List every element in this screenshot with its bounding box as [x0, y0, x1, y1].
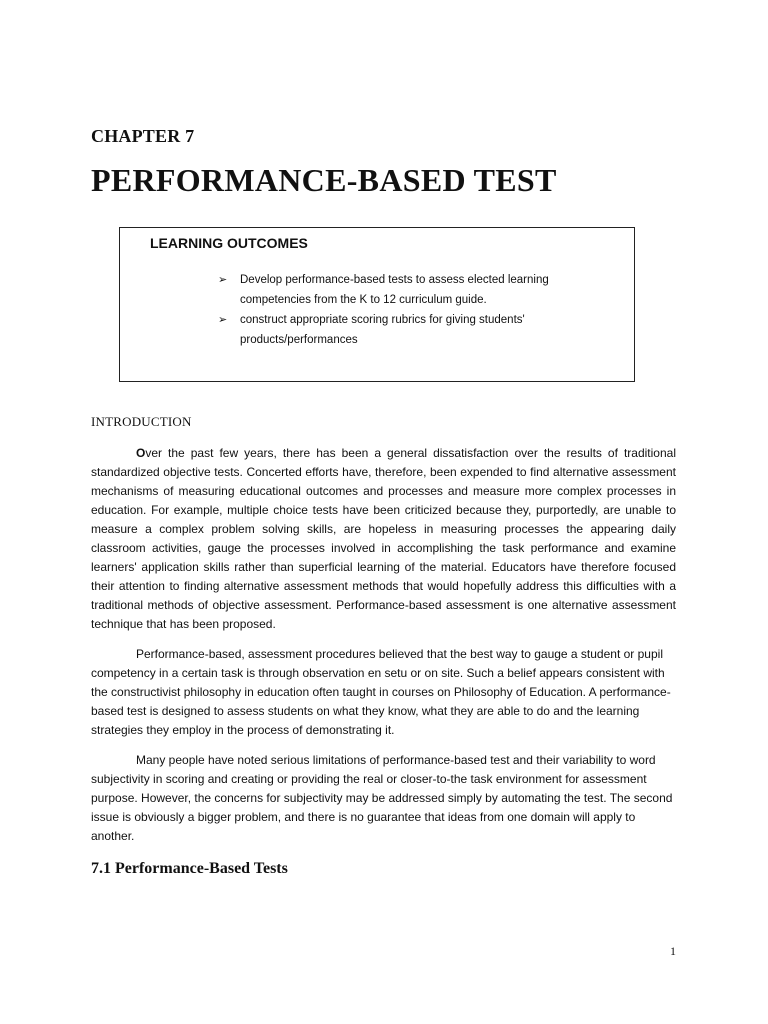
introduction-heading: INTRODUCTION	[91, 414, 192, 429]
learning-outcome-text: Develop performance-based tests to assess elected learning competencies from the K to 12 curriculum guide.	[240, 274, 549, 306]
learning-outcomes-list	[216, 270, 596, 350]
paragraph-body: ver the past few years, there has been a general dissatisfaction over the results of traditional standardized objective tests. Concerted efforts have, therefore, been expended to find alternative assessment mechanisms of measuring educational outcomes and processes and measure more complex processes in education. For example, multiple choice tests have been criticized because they, purportedly, are unable to measure a complex problem solving skills, are hopeless in measuring processes the appearing daily classroom activities, gauge the processes involved in accomplishing the task performance and examine learners' application skills rather than superficial learning of the material. Educators have therefore focused their attention to finding alternative assessment methods that would hopefully address this difficulties with a traditional methods of objective assessment. Performance-based assessment is one alternative assessment technique that has been proposed.	[91, 446, 676, 631]
paragraph-initial-letter: O	[136, 446, 146, 460]
learning-outcome-item	[216, 310, 596, 350]
arrow-bullet-icon: ➢	[218, 314, 228, 326]
chapter-label: CHAPTER 7	[91, 126, 195, 146]
learning-outcomes-heading: LEARNING OUTCOMES	[150, 235, 308, 251]
learning-outcome-text: construct appropriate scoring rubrics for giving students' products/performances	[240, 314, 525, 346]
introduction-paragraph-3: Many people have noted serious limitations of performance-based test and their variability to word subjectivity in scoring and creating or providing the real or closer-to-the task environment for assessment purpose. However, the concerns for subjectivity may be addressed simply by automating the test. The second issue is obviously a bigger problem, and there is no guarantee that ideas from one domain will apply to another.	[91, 753, 673, 843]
learning-outcomes-box	[119, 227, 635, 382]
arrow-bullet-icon: ➢	[218, 274, 228, 286]
introduction-paragraph-2: Performance-based, assessment procedures believed that the best way to gauge a student or pupil competency in a certain task is through observation en setu or on site. Such a belief appears consistent with the constructivist philosophy in education often taught in courses on Philosophy of Education. A performance-based test is designed to assess students on what they know, what they are able to do and the learning strategies they employ in the process of demonstrating it.	[91, 647, 671, 737]
subsection-heading: 7.1 Performance-Based Tests	[91, 860, 288, 877]
learning-outcome-item	[216, 270, 596, 310]
page-number: 1	[670, 944, 676, 958]
chapter-title: PERFORMANCE-BASED TEST	[91, 162, 557, 198]
introduction-paragraph-1	[91, 444, 676, 634]
